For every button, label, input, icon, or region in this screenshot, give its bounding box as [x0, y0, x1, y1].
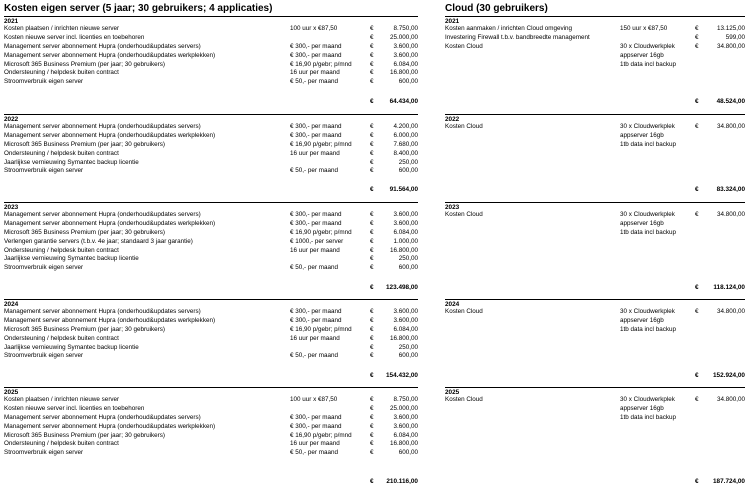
cost-row [445, 141, 745, 150]
cost-specification: 1tb data incl backup [620, 228, 677, 236]
cloud-section-2024 [445, 299, 745, 335]
cost-description: Kosten Cloud [445, 42, 483, 50]
cost-amount: 3.600,00 [393, 422, 418, 430]
cost-description: Ondersteuning / helpdesk buiten contract [4, 149, 119, 157]
currency-symbol: € [695, 396, 699, 403]
cost-row [4, 238, 418, 247]
cost-description: Kosten plaatsen / inrichten nieuwe server [4, 25, 120, 32]
cost-row [4, 405, 418, 414]
total-amount: 154.432,00 [386, 372, 418, 379]
cost-description: Kosten plaatsen / inrichten nieuwe server [4, 396, 120, 403]
own-server-total-2021 [4, 97, 418, 106]
cost-row [4, 264, 418, 273]
cost-description: Kosten Cloud [445, 396, 483, 403]
currency-symbol: € [370, 149, 374, 157]
cost-amount: 3.600,00 [393, 219, 418, 227]
section-divider [445, 299, 745, 300]
cost-description: Verlengen garantie servers (t.b.v. 4e jaar; standaard 3 jaar garantie) [4, 237, 193, 245]
cost-row [4, 123, 418, 132]
cost-amount: 25.000,00 [389, 33, 418, 41]
currency-symbol: € [370, 69, 374, 77]
cost-specification: 16 uur per maand [290, 440, 340, 448]
currency-symbol: € [370, 308, 374, 315]
cost-description: Stroomverbruik eigen server [4, 78, 84, 86]
cost-row [4, 352, 418, 361]
currency-symbol: € [370, 255, 374, 263]
cost-row [4, 25, 418, 34]
cloud-section-2022 [445, 114, 745, 150]
cost-row [445, 123, 745, 132]
cloud-section-2025 [445, 387, 745, 423]
cost-row [4, 141, 418, 150]
cost-amount: 8.750,00 [393, 396, 418, 403]
cost-row [4, 229, 418, 238]
cost-amount: 4.200,00 [393, 123, 418, 130]
cost-specification: appserver 16gb [620, 131, 664, 139]
cost-specification: 100 uur x €87,50 [290, 396, 338, 403]
currency-symbol: € [695, 123, 699, 130]
cost-description: Jaarlijkse vernieuwing Symantec backup licentie [4, 343, 139, 351]
cost-row [4, 308, 418, 317]
section-year: 2024 [4, 301, 19, 308]
cost-row [445, 132, 745, 141]
currency-symbol: € [370, 440, 374, 448]
cloud-section-2023 [445, 202, 745, 238]
cost-row [4, 132, 418, 141]
cost-description: Jaarlijkse vernieuwing Symantec backup licentie [4, 255, 139, 263]
cost-row [445, 308, 745, 317]
currency-symbol: € [370, 372, 374, 379]
currency-symbol: € [370, 352, 374, 360]
cost-specification: € 16,90 p/gebr; p/mnd [290, 140, 352, 148]
own-server-section-2025 [4, 387, 418, 458]
cost-specification: 16 uur per maand [290, 334, 340, 342]
cost-description: Stroomverbruik eigen server [4, 449, 84, 457]
cost-specification: 1tb data incl backup [620, 413, 677, 421]
cost-row [445, 61, 745, 70]
cloud-total-2022 [445, 185, 745, 194]
own-server-section-2021 [4, 16, 418, 87]
own-server-title: Kosten eigen server (5 jaar; 30 gebruikers; 4 applicaties) [4, 3, 273, 14]
currency-symbol: € [370, 140, 374, 148]
currency-symbol: € [370, 422, 374, 430]
cost-specification: € 300,- per maand [290, 422, 342, 430]
cost-amount: 1.000,00 [393, 237, 418, 245]
cost-description: Ondersteuning / helpdesk buiten contract [4, 334, 119, 342]
cost-row [445, 396, 745, 405]
currency-symbol: € [370, 431, 374, 439]
cost-row [445, 52, 745, 61]
cost-amount: 7.680,00 [393, 140, 418, 148]
section-divider [4, 202, 418, 203]
cost-amount: 6.000,00 [393, 131, 418, 139]
cost-amount: 16.800,00 [389, 440, 418, 448]
cost-description: Kosten nieuwe server incl. licenties en toebehoren [4, 404, 145, 412]
currency-symbol: € [370, 167, 374, 175]
cost-description: Kosten Cloud [445, 308, 483, 315]
cloud-total-2025 [445, 477, 745, 486]
cost-specification: 30 x Cloudwerkplek [620, 123, 675, 130]
cost-specification: 30 x Cloudwerkplek [620, 42, 675, 50]
currency-symbol: € [695, 284, 699, 291]
cost-description: Microsoft 365 Business Premium (per jaar; 30 gebruikers) [4, 431, 165, 439]
cost-row [445, 317, 745, 326]
currency-symbol: € [370, 78, 374, 86]
cost-specification: € 300,- per maand [290, 308, 342, 315]
total-amount: 210.116,00 [386, 478, 418, 485]
cost-specification: € 16,90 p/gebr; p/mnd [290, 431, 352, 439]
currency-symbol: € [370, 131, 374, 139]
cost-row [4, 34, 418, 43]
currency-symbol: € [370, 478, 374, 485]
currency-symbol: € [695, 33, 699, 41]
cost-row [445, 25, 745, 34]
cost-amount: 16.800,00 [389, 246, 418, 254]
cost-specification: 16 uur per maand [290, 246, 340, 254]
cost-amount: 25.000,00 [389, 404, 418, 412]
cost-description: Ondersteuning / helpdesk buiten contract [4, 440, 119, 448]
cost-row [445, 326, 745, 335]
section-year: 2025 [445, 389, 460, 396]
cost-specification: 100 uur x €87,50 [290, 25, 338, 32]
cost-specification: 30 x Cloudwerkplek [620, 396, 675, 403]
cost-specification: 30 x Cloudwerkplek [620, 308, 675, 315]
cost-amount: 250,00 [398, 158, 418, 166]
currency-symbol: € [695, 211, 699, 218]
total-amount: 187.724,00 [713, 478, 745, 485]
cost-description: Ondersteuning / helpdesk buiten contract [4, 69, 119, 77]
cost-description: Management server abonnement Hupra (onderhoud&updates werkplekken) [4, 51, 216, 59]
cost-amount: 8.750,00 [393, 25, 418, 32]
cost-amount: 34.800,00 [716, 211, 745, 218]
cost-specification: € 300,- per maand [290, 316, 342, 324]
cost-amount: 600,00 [398, 78, 418, 86]
currency-symbol: € [695, 478, 699, 485]
currency-symbol: € [370, 33, 374, 41]
cost-amount: 3.600,00 [393, 308, 418, 315]
cost-description: Stroomverbruik eigen server [4, 264, 84, 272]
cost-row [445, 220, 745, 229]
cost-amount: 3.600,00 [393, 51, 418, 59]
cost-amount: 600,00 [398, 264, 418, 272]
cost-row [445, 34, 745, 43]
cost-amount: 600,00 [398, 167, 418, 175]
cloud-title: Cloud (30 gebruikers) [445, 3, 548, 14]
currency-symbol: € [370, 404, 374, 412]
cost-row [4, 440, 418, 449]
cost-row [4, 414, 418, 423]
cost-description: Management server abonnement Hupra (onderhoud&updates werkplekken) [4, 316, 216, 324]
currency-symbol: € [370, 158, 374, 166]
total-amount: 83.324,00 [716, 186, 745, 193]
own-server-section-2023 [4, 202, 418, 273]
cost-specification: € 50,- per maand [290, 167, 338, 175]
cost-amount: 34.800,00 [716, 308, 745, 315]
cost-amount: 34.800,00 [716, 42, 745, 50]
currency-symbol: € [370, 219, 374, 227]
section-year: 2021 [445, 18, 460, 25]
cost-row [4, 150, 418, 159]
cloud-total-2021 [445, 97, 745, 106]
cost-description: Management server abonnement Hupra (onderhoud&updates servers) [4, 123, 201, 130]
cost-row [4, 159, 418, 168]
cost-amount: 16.800,00 [389, 69, 418, 77]
cost-description: Kosten Cloud [445, 123, 483, 130]
cost-amount: 3.600,00 [393, 211, 418, 218]
cost-description: Management server abonnement Hupra (onderhoud&updates werkplekken) [4, 131, 216, 139]
cost-description: Kosten Cloud [445, 211, 483, 218]
section-divider [445, 16, 745, 17]
cost-specification: € 16,90 p/gebr; p/mnd [290, 228, 352, 236]
cost-description: Management server abonnement Hupra (onderhoud&updates servers) [4, 413, 201, 421]
cost-amount: 3.600,00 [393, 42, 418, 50]
cost-description: Management server abonnement Hupra (onderhoud&updates servers) [4, 211, 201, 218]
cost-specification: € 300,- per maand [290, 42, 342, 50]
total-amount: 64.434,00 [389, 98, 418, 105]
own-server-section-2024 [4, 299, 418, 361]
cost-specification: 150 uur x €87,50 [620, 25, 668, 32]
cost-description: Kosten nieuwe server incl. licenties en toebehoren [4, 33, 145, 41]
currency-symbol: € [370, 284, 374, 291]
cost-specification: 30 x Cloudwerkplek [620, 211, 675, 218]
cost-row [4, 326, 418, 335]
cost-specification: € 300,- per maand [290, 211, 342, 218]
cost-row [445, 43, 745, 52]
cost-description: Jaarlijkse vernieuwing Symantec backup licentie [4, 158, 139, 166]
total-amount: 152.924,00 [713, 372, 745, 379]
cost-amount: 16.800,00 [389, 334, 418, 342]
currency-symbol: € [370, 449, 374, 457]
cost-amount: 13.125,00 [716, 25, 745, 32]
cost-row [4, 247, 418, 256]
cost-specification: 1tb data incl backup [620, 140, 677, 148]
cost-row [4, 43, 418, 52]
cost-specification: 1tb data incl backup [620, 325, 677, 333]
currency-symbol: € [695, 25, 699, 32]
currency-symbol: € [370, 228, 374, 236]
currency-symbol: € [370, 60, 374, 68]
cost-amount: 6.084,00 [393, 228, 418, 236]
cost-description: Stroomverbruik eigen server [4, 167, 84, 175]
cost-description: Microsoft 365 Business Premium (per jaar; 30 gebruikers) [4, 228, 165, 236]
cost-amount: 34.800,00 [716, 396, 745, 403]
cost-row [4, 449, 418, 458]
cost-amount: 3.600,00 [393, 413, 418, 421]
cost-row [4, 167, 418, 176]
cost-row [4, 211, 418, 220]
section-year: 2021 [4, 18, 19, 25]
section-year: 2023 [445, 204, 460, 211]
currency-symbol: € [695, 308, 699, 315]
currency-symbol: € [695, 372, 699, 379]
currency-symbol: € [370, 325, 374, 333]
cloud-total-2023 [445, 283, 745, 292]
currency-symbol: € [370, 343, 374, 351]
cost-row [4, 423, 418, 432]
section-divider [4, 387, 418, 388]
cost-specification: appserver 16gb [620, 51, 664, 59]
cost-amount: 6.084,00 [393, 60, 418, 68]
cost-amount: 250,00 [398, 343, 418, 351]
cost-description: Kosten aanmaken / inrichten Cloud omgeving [445, 25, 573, 32]
currency-symbol: € [370, 186, 374, 193]
currency-symbol: € [370, 316, 374, 324]
cost-specification: € 300,- per maand [290, 51, 342, 59]
own-server-total-2022 [4, 185, 418, 194]
cost-specification: appserver 16gb [620, 316, 664, 324]
cost-row [4, 255, 418, 264]
currency-symbol: € [370, 264, 374, 272]
cost-row [445, 229, 745, 238]
cost-specification: appserver 16gb [620, 219, 664, 227]
cost-amount: 599,00 [725, 33, 745, 41]
cost-specification: € 300,- per maand [290, 131, 342, 139]
cost-description: Microsoft 365 Business Premium (per jaar; 30 gebruikers) [4, 140, 165, 148]
cost-specification: € 16,90 p/gebr; p/mnd [290, 325, 352, 333]
cost-amount: 6.084,00 [393, 325, 418, 333]
cost-specification: € 1000,- per server [290, 237, 344, 245]
total-amount: 118.124,00 [713, 284, 745, 291]
currency-symbol: € [370, 396, 374, 403]
cost-description: Management server abonnement Hupra (onderhoud&updates werkplekken) [4, 219, 216, 227]
currency-symbol: € [370, 42, 374, 50]
total-amount: 91.564,00 [389, 186, 418, 193]
cost-description: Microsoft 365 Business Premium (per jaar; 30 gebruikers) [4, 325, 165, 333]
cost-specification: 16 uur per maand [290, 69, 340, 77]
own-server-section-2022 [4, 114, 418, 176]
currency-symbol: € [370, 246, 374, 254]
cost-description: Investering Firewall t.b.v. bandbreedte management [445, 33, 590, 41]
cost-amount: 250,00 [398, 255, 418, 263]
currency-symbol: € [370, 25, 374, 32]
section-divider [445, 114, 745, 115]
cost-row [4, 220, 418, 229]
cost-specification: € 300,- per maand [290, 123, 342, 130]
section-year: 2024 [445, 301, 460, 308]
own-server-total-2024 [4, 371, 418, 380]
cost-specification: € 50,- per maand [290, 264, 338, 272]
section-year: 2025 [4, 389, 19, 396]
cost-amount: 600,00 [398, 449, 418, 457]
cost-specification: € 50,- per maand [290, 352, 338, 360]
cost-row [445, 405, 745, 414]
section-year: 2022 [445, 116, 460, 123]
cloud-section-2021 [445, 16, 745, 69]
cost-row [4, 396, 418, 405]
currency-symbol: € [370, 334, 374, 342]
cost-specification: appserver 16gb [620, 404, 664, 412]
currency-symbol: € [370, 211, 374, 218]
cost-row [4, 335, 418, 344]
currency-symbol: € [370, 123, 374, 130]
section-divider [445, 202, 745, 203]
section-divider [4, 16, 418, 17]
cost-description: Stroomverbruik eigen server [4, 352, 84, 360]
cost-row [4, 432, 418, 441]
cost-row [4, 78, 418, 87]
cost-specification: € 300,- per maand [290, 219, 342, 227]
total-amount: 48.524,00 [716, 98, 745, 105]
cost-row [445, 211, 745, 220]
cost-specification: € 16,90 p/gebr; p/mnd [290, 60, 352, 68]
cost-row [4, 52, 418, 61]
cost-amount: 3.600,00 [393, 316, 418, 324]
section-divider [445, 387, 745, 388]
total-amount: 123.498,00 [386, 284, 418, 291]
section-year: 2023 [4, 204, 19, 211]
cost-row [4, 344, 418, 353]
cost-description: Management server abonnement Hupra (onderhoud&updates werkplekken) [4, 422, 216, 430]
cost-description: Management server abonnement Hupra (onderhoud&updates servers) [4, 42, 201, 50]
section-divider [4, 299, 418, 300]
cost-description: Microsoft 365 Business Premium (per jaar; 30 gebruikers) [4, 60, 165, 68]
own-server-total-2025 [4, 477, 418, 486]
section-divider [4, 114, 418, 115]
cost-amount: 8.400,00 [393, 149, 418, 157]
cost-specification: 1tb data incl backup [620, 60, 677, 68]
currency-symbol: € [370, 98, 374, 105]
cloud-total-2024 [445, 371, 745, 380]
cost-amount: 6.084,00 [393, 431, 418, 439]
currency-symbol: € [370, 237, 374, 245]
cost-row [4, 317, 418, 326]
own-server-total-2023 [4, 283, 418, 292]
cost-specification: € 50,- per maand [290, 449, 338, 457]
cost-amount: 600,00 [398, 352, 418, 360]
currency-symbol: € [370, 51, 374, 59]
currency-symbol: € [695, 42, 699, 50]
cost-description: Ondersteuning / helpdesk buiten contract [4, 246, 119, 254]
cost-specification: 16 uur per maand [290, 149, 340, 157]
cost-row [445, 414, 745, 423]
cost-row [4, 61, 418, 70]
currency-symbol: € [370, 413, 374, 421]
cost-description: Management server abonnement Hupra (onderhoud&updates servers) [4, 308, 201, 315]
cost-specification: € 50,- per maand [290, 78, 338, 86]
cost-specification: € 300,- per maand [290, 413, 342, 421]
section-year: 2022 [4, 116, 19, 123]
cost-row [4, 69, 418, 78]
currency-symbol: € [695, 98, 699, 105]
currency-symbol: € [695, 186, 699, 193]
cost-amount: 34.800,00 [716, 123, 745, 130]
